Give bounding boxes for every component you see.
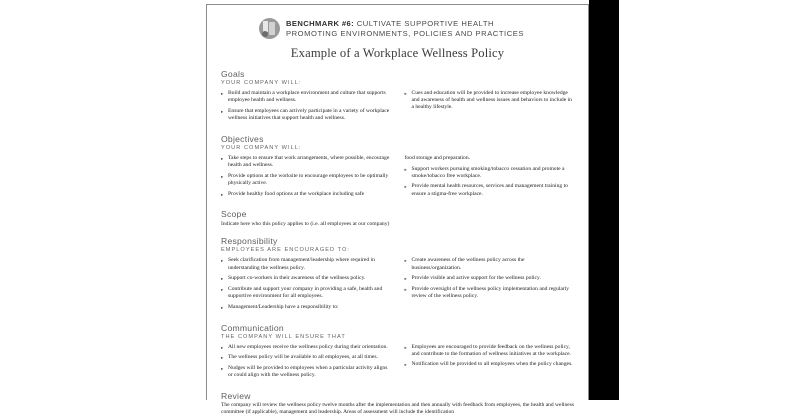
- list-item: ▸ Provide healthy food options at the workplace including safe: [221, 191, 391, 198]
- section-objectives-left-column: [221, 155, 391, 202]
- section-responsibility: [221, 236, 574, 314]
- list-item: ▸ Employees are encouraged to provide feedback on the wellness policy, and contribute to the formation of wellness initiatives at the workplace.: [405, 344, 575, 358]
- list-item: ▸ All new employees receive the wellness policy during their orientation.: [221, 344, 391, 351]
- section-communication-right-list: [405, 344, 575, 369]
- section-objectives: [221, 134, 574, 202]
- list-item: ▸ Cues and education will be provided to increase employee knowledge and awareness of health and wellness issues and behaviors to include in a healthy lifestyle.: [405, 90, 575, 112]
- section-review-body: The company will review the wellness policy twelve months after the implementation and then annually with feedback from employees, the health and wellness committee (if applicable), management and leadership. Areas of assessment will include the identification: [221, 401, 574, 415]
- section-scope-note: Indicate here who this policy applies to (i.e. all employees at our company): [221, 221, 390, 228]
- list-item: ▸ Provide visible and active support for the wellness policy.: [405, 275, 575, 282]
- benchmark-number-label: BENCHMARK #6:: [286, 19, 355, 28]
- section-responsibility-title: Responsibility: [221, 236, 278, 247]
- benchmark-line1-rest: CULTIVATE SUPPORTIVE HEALTH: [354, 19, 495, 28]
- section-review-title: Review: [221, 390, 251, 401]
- page-title: Example of a Workplace Wellness Policy: [290, 46, 505, 60]
- section-responsibility-right-list: [405, 257, 575, 300]
- section-communication-title: Communication: [221, 322, 284, 333]
- section-communication: [221, 323, 574, 383]
- section-communication-left-list: [221, 344, 391, 380]
- section-goals-left-column: [221, 90, 391, 126]
- section-scope-title: Scope: [221, 209, 247, 220]
- section-review: [221, 391, 574, 416]
- list-item: ▸ The wellness policy will be available to all employees, at all times.: [221, 354, 391, 361]
- list-item: ▸ Seek clarification from management/leadership where required in understanding the wellness policy.: [221, 257, 391, 271]
- list-item: ▸ Ensure that employees can actively participate in a variety of workplace wellness initiatives that support health and wellness.: [221, 108, 391, 122]
- section-communication-right-column: [405, 344, 575, 383]
- list-item: ▸ Provide oversight of the wellness policy implementation and regularly review of the wellness policy.: [405, 286, 575, 300]
- section-communication-left-column: [221, 344, 391, 383]
- list-item: ▸ Nudges will be provided to employees when a particular activity aligns or could align with the wellness policy.: [221, 365, 391, 379]
- section-responsibility-left-list: [221, 257, 391, 311]
- section-objectives-left-list: [221, 155, 391, 198]
- section-goals-right-column: [405, 90, 575, 126]
- section-goals-left-list: [221, 90, 391, 122]
- section-goals-title: Goals: [221, 69, 245, 79]
- section-responsibility-left-column: [221, 257, 391, 314]
- benchmark-line2: PROMOTING ENVIRONMENTS, POLICIES AND PRACTICES: [286, 28, 524, 38]
- list-item: ▸ Management/Leadership have a responsibility to:: [221, 304, 391, 311]
- section-communication-subtitle: THE COMPANY WILL ENSURE THAT: [221, 333, 346, 340]
- list-item: ▸ Create awareness of the wellness policy across the business/organization.: [405, 257, 575, 271]
- list-item-continuation: food storage and preparation.: [404, 154, 471, 161]
- section-responsibility-right-column: [405, 257, 575, 314]
- list-item: ▸ Take steps to ensure that work arrangements, where possible, encourage health and wellness.: [221, 155, 391, 169]
- section-responsibility-subtitle: EMPLOYEES ARE ENCOURAGED TO:: [221, 247, 350, 254]
- list-item: ▸ Build and maintain a workplace environment and culture that supports employee health and wellness.: [221, 90, 391, 104]
- section-objectives-subtitle: YOUR COMPANY WILL:: [221, 144, 302, 151]
- benchmark-header: [221, 17, 574, 39]
- list-item: ▸ Contribute and support your company in providing a safe, health and supportive environment for all employees.: [221, 286, 391, 300]
- list-item: ▸ Notification will be provided to all employees when the policy changes.: [405, 361, 575, 368]
- benchmark-circle-icon: [259, 18, 280, 39]
- viewer-right-gutter: [589, 0, 619, 400]
- benchmark-heading-text: [286, 17, 524, 38]
- section-goals: [221, 69, 574, 126]
- section-goals-subtitle: YOUR COMPANY WILL:: [221, 80, 302, 86]
- section-goals-right-list: [405, 90, 575, 112]
- list-item: ▸ Support workers pursuing smoking/tobacco cessation and promote a smoke/tobacco free workplace.: [405, 166, 575, 180]
- list-item: ▸ Support co-workers in their awareness of the wellness policy.: [221, 275, 391, 282]
- section-objectives-right-list: [405, 155, 575, 198]
- section-objectives-right-column: [405, 155, 575, 202]
- list-item: ▸ Provide mental health resources, services and management training to ensure a stigma-free workplace.: [405, 183, 575, 197]
- list-item: ▸ Provide options at the worksite to encourage employees to be optimally physically active.: [221, 173, 391, 187]
- document-page: [206, 4, 589, 415]
- section-objectives-title: Objectives: [221, 133, 264, 144]
- section-scope: [221, 209, 574, 228]
